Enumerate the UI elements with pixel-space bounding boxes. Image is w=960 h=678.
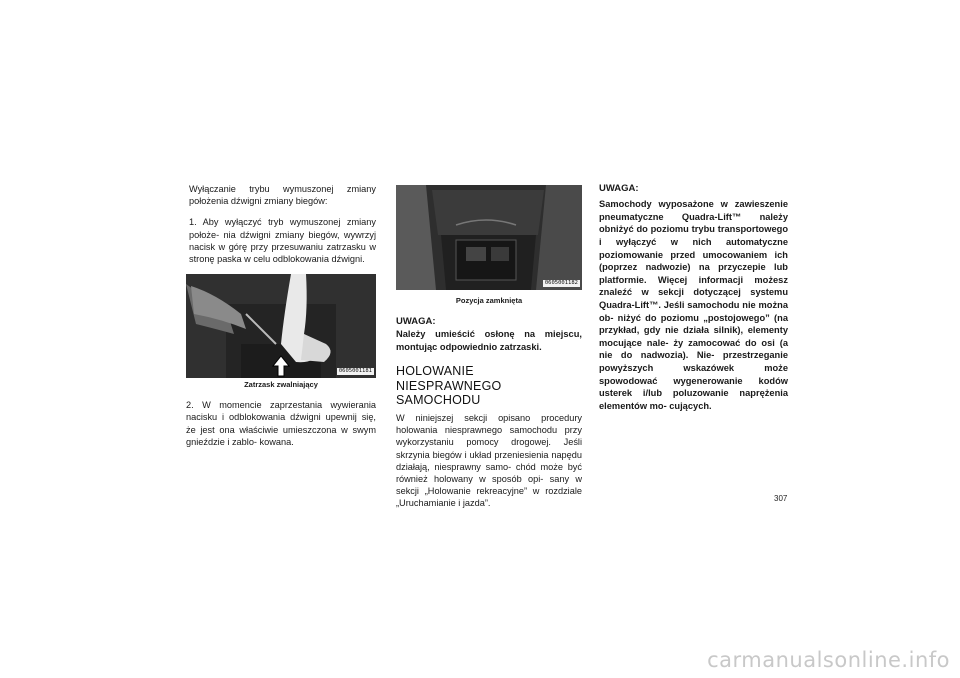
- figure-caption: Zatrzask zwalniający: [244, 380, 318, 390]
- closed-position-illustration: [396, 185, 582, 290]
- note-text: Samochody wyposażone w zawieszenie pneumatyczne Quadra-Lift™ należy obniżyć do poziomu trybu transportowego i wyłączyć w nich automatyczne poziomowanie przed umocowaniem ich (poprzez nadwozie) na przyczepie lub platformie. Więcej informacji możesz znaleźć w sekcji dotyczącej systemu Quadra-Lift™. Jeśli samochodu nie można ob- niżyć do poziomu „postojowego” (na przykład, gdy nie działa silnik), elementy mocujące nale- ży zamocować do osi (a nie do nadwozia). Nie- przestrzeganie powyższych wskazówek może spowodować wygenerowanie kodów usterek i/lub poluzowanie naprężenia elementów mo- cujących.: [599, 199, 788, 411]
- section-body: W niniejszej sekcji opisano procedury holowania niesprawnego samochodu przy wykorzystaniu pomocy drogowej. Jeśli skrzynia biegów i układ przeniesienia napędu działają, niesprawny samo- chód może być również holowany w sposób opi- sany w sekcji „Holowanie rekreacyjne” w rozdziale „Uruchamianie i jazda”.: [396, 412, 582, 509]
- note-title: UWAGA:: [599, 183, 639, 194]
- intro-paragraph: Wyłączanie trybu wymuszonej zmiany położenia dźwigni zmiany biegów:: [189, 184, 376, 207]
- figure-caption: Pozycja zamknięta: [455, 296, 523, 305]
- left-column: [186, 183, 376, 448]
- figure-code: 0605001181: [338, 368, 372, 375]
- page-number: 307: [774, 494, 788, 503]
- step-2-paragraph: 2. W momencie zaprzestania wywierania nacisku i odblokowania dźwigni upewnij się, że jest ona właściwie umieszczona w swym gnieździe i zablo- kowana.: [186, 400, 376, 447]
- closed-position-photo: [396, 185, 582, 290]
- figure-code: 0605001182: [544, 280, 578, 286]
- release-latch-illustration: [186, 274, 376, 378]
- step-1-paragraph: 1. Aby wyłączyć tryb wymuszonej zmiany położe- nia dźwigni zmiany biegów, wywrzyj nacisk w górę przy przesuwaniu zatrzasku w stronę paska w celu odblokowania dźwigni.: [189, 217, 376, 265]
- watermark: carmanualsonline.info: [707, 648, 950, 672]
- note-title: UWAGA:: [396, 316, 436, 327]
- section-heading: HOLOWANIE NIESPRAWNEGO SAMOCHODU: [396, 364, 502, 408]
- note-text: Należy umieścić osłonę na miejscu, montując odpowiednio zatrzaski.: [396, 329, 582, 352]
- right-column: [599, 183, 788, 412]
- release-latch-photo: [186, 274, 376, 378]
- middle-column: [396, 183, 582, 510]
